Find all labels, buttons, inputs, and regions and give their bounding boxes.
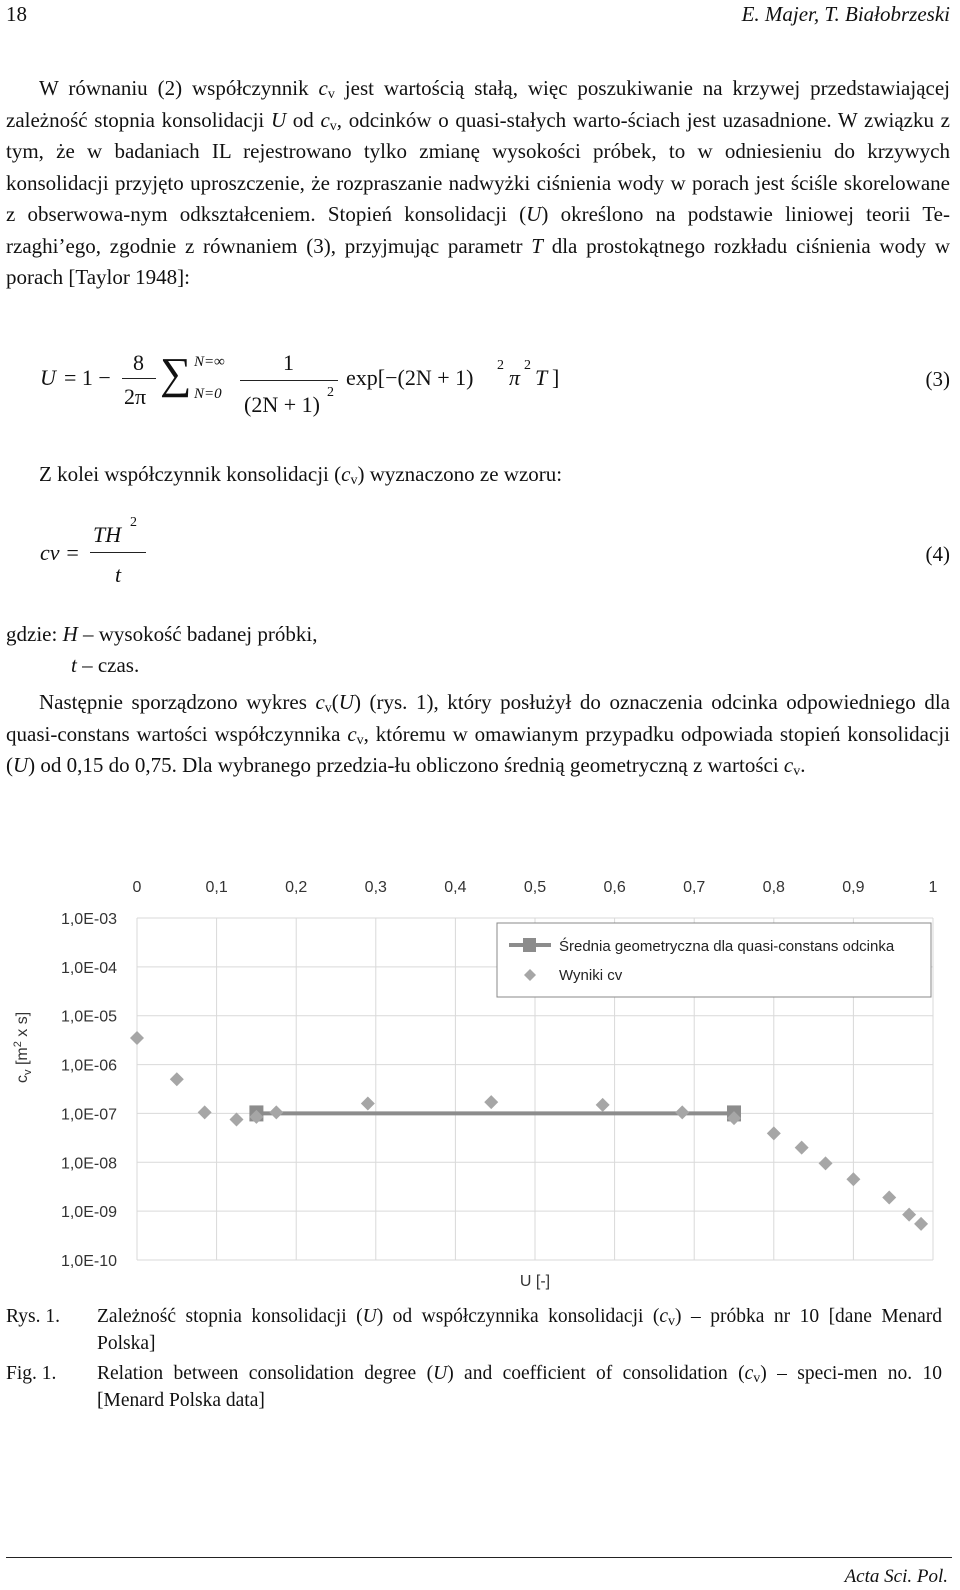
y-tick-label: 1,0E-04	[60, 959, 117, 977]
x-tick-label: 0,3	[364, 879, 387, 896]
data-point	[230, 1113, 244, 1127]
data-point	[819, 1156, 833, 1170]
data-point	[882, 1191, 896, 1205]
data-point	[795, 1141, 809, 1155]
y-tick-label: 1,0E-09	[60, 1204, 117, 1222]
caption-en-label: Fig. 1.	[6, 1363, 57, 1384]
y-axis-label: $c_v$ [$m^2$ x s]	[12, 1011, 34, 1083]
data-point	[198, 1105, 212, 1119]
x-tick-label: 0,9	[842, 879, 865, 896]
legend-box	[497, 923, 931, 997]
caption-pl-label: Rys. 1.	[6, 1306, 60, 1327]
x-tick-label: 0,8	[762, 879, 785, 896]
caption-pl-text: Zależność stopnia konsolidacji (U) od współczynnika konsolidacji $(c_v)$ – próbka nr 10 [dane Menard Polska]	[97, 1306, 942, 1354]
y-tick-label: 1,0E-06	[60, 1057, 117, 1075]
figure-1-chart	[0, 868, 960, 1298]
data-point	[484, 1095, 498, 1109]
x-axis-label: U [-]	[519, 1273, 551, 1290]
x-tick-label: 1	[928, 879, 938, 896]
data-point	[596, 1098, 610, 1112]
data-point	[269, 1105, 283, 1119]
y-tick-label: 1,0E-07	[60, 1106, 117, 1124]
journal-name: Acta Sci. Pol.	[844, 1566, 948, 1587]
caption-en-text: Relation between consolidation degree (U) and coefficient of consolidation $(c_v)$ – speci-men no. 10 [Menard Polska data]	[97, 1363, 942, 1411]
data-point	[170, 1072, 184, 1086]
paragraph-3: Następnie sporządzono wykres $c_v(U)$ (rys. 1), który posłużył do oznaczenia odcinka odpowiedniego dla quasi-constans wartości współczynnika $c_v$, któremu w omawianym przypadku odpowiada stopień konsolidacji (U) od 0,15 do 0,75. Dla wybranego przedzia-łu obliczono średnią geometryczną z wartości $c_v$.	[6, 690, 950, 779]
page-number: 18	[6, 2, 27, 26]
x-tick-label: 0,5	[523, 879, 547, 896]
paragraph-2: Z kolei współczynnik konsolidacji $(c_v)$ wyznaczono ze wzoru:	[39, 462, 563, 488]
legend-label-mean: Średnia geometryczna dla quasi-constans odcinka	[559, 938, 895, 955]
y-tick-label: 1,0E-08	[60, 1155, 117, 1173]
data-point	[902, 1208, 916, 1222]
chart-svg	[0, 868, 960, 1298]
summation-sign: ∑	[160, 349, 192, 398]
x-tick-label: 0,4	[444, 879, 467, 896]
x-tick-label: 0,2	[285, 879, 308, 896]
equation-4-number: (4)	[925, 542, 950, 566]
data-point	[130, 1031, 144, 1045]
legend-square-swatch	[523, 938, 536, 952]
running-head: E. Majer, T. Białobrzeski	[741, 2, 950, 26]
x-tick-label: 0,1	[205, 879, 228, 896]
legend-label-points: Wyniki cv	[559, 967, 623, 984]
data-point	[767, 1126, 781, 1140]
paragraph-1: W równaniu (2) współczynnik $c_v$ jest wartością stałą, więc poszukiwanie na krzywej przedstawiającej zależność stopnia konsolidacji U od $c_v$, odcinków o quasi-stałych warto-ściach jest uzasadnione. W związku z tym, że w badaniach IL rejestrowano tylko zmianę wysokości próbek, to w odniesieniu do krzywych konsolidacji przyjęto uproszczenie, że rozpraszanie nadwyżki ciśnienia wody w porach jest ściśle skorelowane z obserwowa-nym odkształceniem. Stopień konsolidacji (U) określono na podstawie liniowej teorii Te-rzaghi’ego, zgodnie z równaniem (3), przyjmując parametr T dla prostokątnego rozkładu ciśnienia wody w porach [Taylor 1948]:	[6, 76, 951, 289]
equation-3-number: (3)	[925, 367, 950, 391]
data-point	[846, 1172, 860, 1186]
y-tick-label: 1,0E-10	[60, 1253, 117, 1270]
data-point	[914, 1217, 928, 1231]
chart-legend	[497, 923, 931, 997]
footer-rule	[6, 1557, 952, 1558]
y-tick-label: 1,0E-05	[60, 1008, 117, 1026]
x-tick-label: 0	[132, 879, 142, 896]
x-tick-label: 0,6	[603, 879, 626, 896]
data-point	[361, 1096, 375, 1110]
y-tick-label: 1,0E-03	[60, 911, 117, 928]
data-point	[675, 1105, 689, 1119]
x-tick-label: 0,7	[683, 879, 706, 896]
